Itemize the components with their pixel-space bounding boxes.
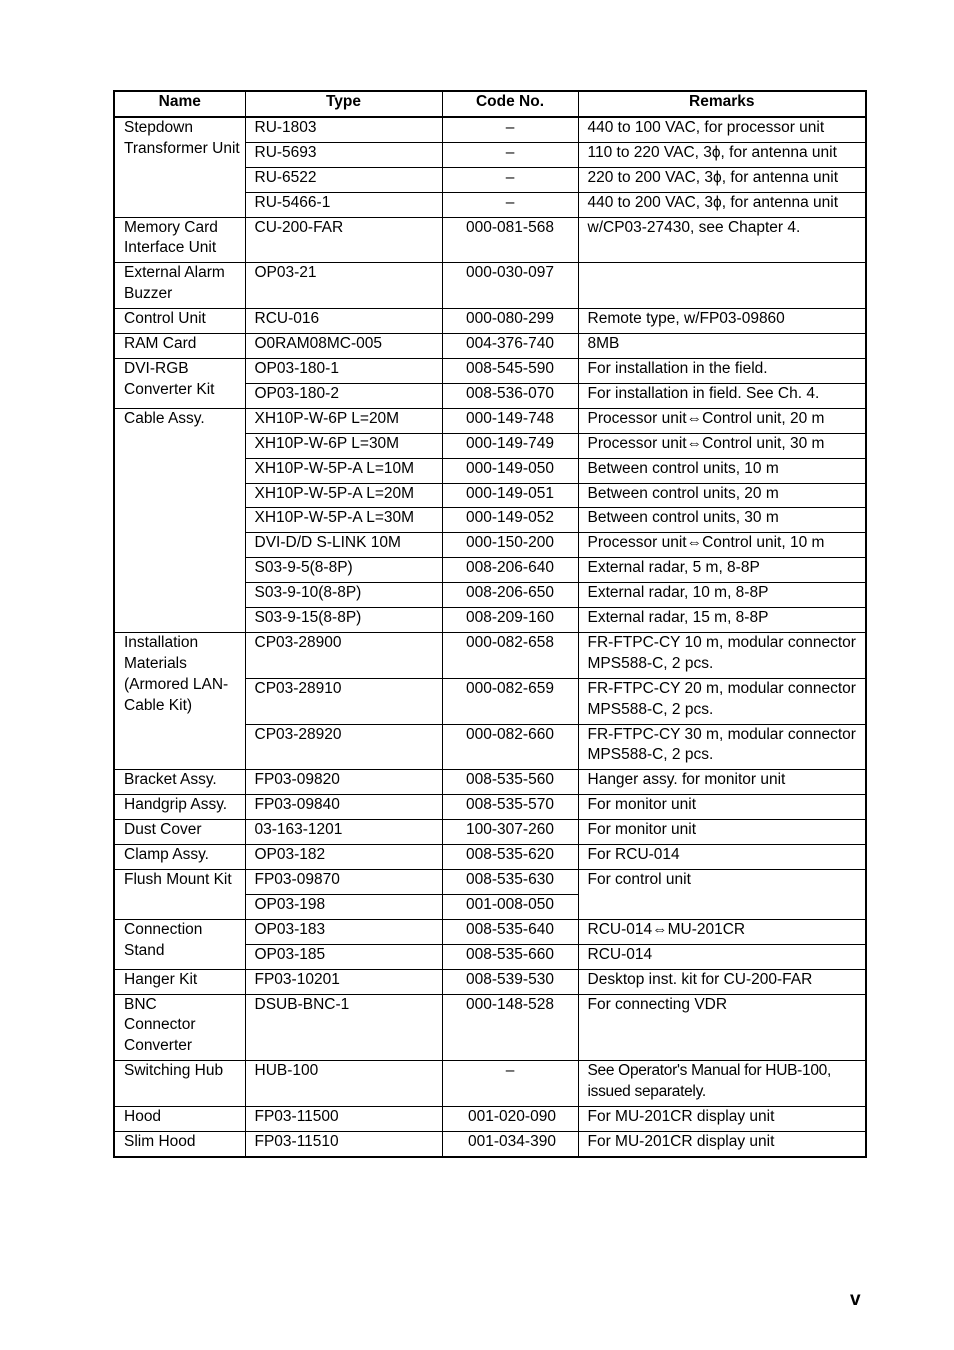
type-cell: XH10P-W-5P-A L=20M bbox=[245, 483, 442, 508]
code-cell: 000-149-050 bbox=[442, 458, 578, 483]
type-cell: XH10P-W-5P-A L=10M bbox=[245, 458, 442, 483]
table-row bbox=[114, 632, 866, 678]
remarks-cell: For MU-201CR display unit bbox=[578, 1131, 866, 1156]
code-cell: 000-149-051 bbox=[442, 483, 578, 508]
remarks-cell: RCU-014⇔MU-201CR bbox=[578, 919, 866, 944]
type-cell: RU-1803 bbox=[245, 117, 442, 142]
remarks-cell: RCU-014 bbox=[578, 944, 866, 969]
code-cell: 000-080-299 bbox=[442, 309, 578, 334]
code-cell: 000-149-749 bbox=[442, 433, 578, 458]
table-header-row bbox=[114, 91, 866, 117]
code-cell: 008-535-640 bbox=[442, 919, 578, 944]
type-cell: OP03-198 bbox=[245, 894, 442, 919]
code-cell: 008-545-590 bbox=[442, 358, 578, 383]
type-cell: RU-5466-1 bbox=[245, 192, 442, 217]
table-row bbox=[114, 1061, 866, 1107]
code-cell: 000-082-659 bbox=[442, 678, 578, 724]
name-cell: Hood bbox=[114, 1107, 245, 1132]
code-cell: 008-209-160 bbox=[442, 608, 578, 633]
remarks-cell: See Operator's Manual for HUB-100, issued separately. bbox=[578, 1061, 866, 1107]
remarks-cell: For installation in the field. bbox=[578, 358, 866, 383]
type-cell: OP03-185 bbox=[245, 944, 442, 969]
remarks-cell: For monitor unit bbox=[578, 820, 866, 845]
code-cell: 004-376-740 bbox=[442, 334, 578, 359]
type-cell: S03-9-15(8-8P) bbox=[245, 608, 442, 633]
code-cell: 008-206-650 bbox=[442, 583, 578, 608]
name-cell: Slim Hood bbox=[114, 1131, 245, 1156]
type-cell: FP03-11510 bbox=[245, 1131, 442, 1156]
name-cell: Memory Card Interface Unit bbox=[114, 217, 245, 263]
remarks-cell: Remote type, w/FP03-09860 bbox=[578, 309, 866, 334]
code-cell: 000-149-748 bbox=[442, 408, 578, 433]
type-cell: FP03-09840 bbox=[245, 795, 442, 820]
table-row bbox=[114, 820, 866, 845]
table-row bbox=[114, 217, 866, 263]
type-cell: FP03-10201 bbox=[245, 969, 442, 994]
code-cell: 008-535-620 bbox=[442, 845, 578, 870]
remarks-cell: Between control units, 30 m bbox=[578, 508, 866, 533]
table-row bbox=[114, 263, 866, 309]
name-cell: Bracket Assy. bbox=[114, 770, 245, 795]
header-code-no: Code No. bbox=[442, 91, 578, 117]
type-cell: HUB-100 bbox=[245, 1061, 442, 1107]
remarks-cell: w/CP03-27430, see Chapter 4. bbox=[578, 217, 866, 263]
code-cell: 008-535-560 bbox=[442, 770, 578, 795]
name-cell: Switching Hub bbox=[114, 1061, 245, 1107]
type-cell: DSUB-BNC-1 bbox=[245, 994, 442, 1061]
name-cell: Clamp Assy. bbox=[114, 845, 245, 870]
remarks-cell: 440 to 100 VAC, for processor unit bbox=[578, 117, 866, 142]
table-row bbox=[114, 117, 866, 142]
remarks-cell: 440 to 200 VAC, 3ϕ, for antenna unit bbox=[578, 192, 866, 217]
name-cell: Control Unit bbox=[114, 309, 245, 334]
remarks-cell: External radar, 15 m, 8-8P bbox=[578, 608, 866, 633]
table-row bbox=[114, 845, 866, 870]
table-row bbox=[114, 408, 866, 433]
name-cell: Cable Assy. bbox=[114, 408, 245, 632]
name-cell: BNC Connector Converter bbox=[114, 994, 245, 1061]
code-cell: – bbox=[442, 142, 578, 167]
code-cell: 000-148-528 bbox=[442, 994, 578, 1061]
remarks-cell: 8MB bbox=[578, 334, 866, 359]
code-cell: 001-034-390 bbox=[442, 1131, 578, 1156]
remarks-cell: 110 to 220 VAC, 3ϕ, for antenna unit bbox=[578, 142, 866, 167]
code-cell: 000-030-097 bbox=[442, 263, 578, 309]
remarks-cell: For MU-201CR display unit bbox=[578, 1107, 866, 1132]
remarks-cell: FR-FTPC-CY 20 m, modular connector MPS588-C, 2 pcs. bbox=[578, 678, 866, 724]
name-cell: Handgrip Assy. bbox=[114, 795, 245, 820]
table-row bbox=[114, 309, 866, 334]
header-type: Type bbox=[245, 91, 442, 117]
type-cell: OP03-183 bbox=[245, 919, 442, 944]
table-row bbox=[114, 795, 866, 820]
type-cell: S03-9-5(8-8P) bbox=[245, 558, 442, 583]
table-row bbox=[114, 994, 866, 1061]
type-cell: RU-6522 bbox=[245, 167, 442, 192]
type-cell: OP03-180-2 bbox=[245, 383, 442, 408]
type-cell: XH10P-W-6P L=30M bbox=[245, 433, 442, 458]
code-cell: 008-535-660 bbox=[442, 944, 578, 969]
name-cell: DVI-RGB Converter Kit bbox=[114, 358, 245, 408]
name-cell: Dust Cover bbox=[114, 820, 245, 845]
code-cell: – bbox=[442, 167, 578, 192]
type-cell: DVI-D/D S-LINK 10M bbox=[245, 533, 442, 558]
table-row bbox=[114, 334, 866, 359]
code-cell: – bbox=[442, 192, 578, 217]
name-cell: RAM Card bbox=[114, 334, 245, 359]
type-cell: OP03-180-1 bbox=[245, 358, 442, 383]
type-cell: FP03-09820 bbox=[245, 770, 442, 795]
code-cell: – bbox=[442, 1061, 578, 1107]
code-cell: – bbox=[442, 117, 578, 142]
remarks-cell: For installation in field. See Ch. 4. bbox=[578, 383, 866, 408]
remarks-cell: Processor unit⇔Control unit, 30 m bbox=[578, 433, 866, 458]
type-cell: XH10P-W-5P-A L=30M bbox=[245, 508, 442, 533]
remarks-cell: FR-FTPC-CY 30 m, modular connector MPS588-C, 2 pcs. bbox=[578, 724, 866, 770]
remarks-cell: For monitor unit bbox=[578, 795, 866, 820]
remarks-cell: FR-FTPC-CY 10 m, modular connector MPS588-C, 2 pcs. bbox=[578, 632, 866, 678]
remarks-cell bbox=[578, 263, 866, 309]
header-name: Name bbox=[114, 91, 245, 117]
table-row bbox=[114, 969, 866, 994]
remarks-cell: For connecting VDR bbox=[578, 994, 866, 1061]
name-cell: External Alarm Buzzer bbox=[114, 263, 245, 309]
code-cell: 008-206-640 bbox=[442, 558, 578, 583]
type-cell: O0RAM08MC-005 bbox=[245, 334, 442, 359]
type-cell: FP03-11500 bbox=[245, 1107, 442, 1132]
table-row bbox=[114, 770, 866, 795]
remarks-cell: Processor unit⇔Control unit, 10 m bbox=[578, 533, 866, 558]
table-row bbox=[114, 1131, 866, 1156]
code-cell: 100-307-260 bbox=[442, 820, 578, 845]
code-cell: 000-081-568 bbox=[442, 217, 578, 263]
code-cell: 000-150-200 bbox=[442, 533, 578, 558]
type-cell: CU-200-FAR bbox=[245, 217, 442, 263]
type-cell: CP03-28900 bbox=[245, 632, 442, 678]
code-cell: 008-535-630 bbox=[442, 870, 578, 895]
table-row bbox=[114, 1107, 866, 1132]
header-remarks: Remarks bbox=[578, 91, 866, 117]
code-cell: 001-008-050 bbox=[442, 894, 578, 919]
name-cell: Installation Materials (Armored LAN-Cable Kit) bbox=[114, 632, 245, 769]
remarks-cell: External radar, 5 m, 8-8P bbox=[578, 558, 866, 583]
name-cell: Hanger Kit bbox=[114, 969, 245, 994]
code-cell: 000-149-052 bbox=[442, 508, 578, 533]
type-cell: 03-163-1201 bbox=[245, 820, 442, 845]
code-cell: 000-082-660 bbox=[442, 724, 578, 770]
code-cell: 008-536-070 bbox=[442, 383, 578, 408]
table-row bbox=[114, 358, 866, 383]
code-cell: 001-020-090 bbox=[442, 1107, 578, 1132]
table-row bbox=[114, 919, 866, 944]
type-cell: XH10P-W-6P L=20M bbox=[245, 408, 442, 433]
type-cell: FP03-09870 bbox=[245, 870, 442, 895]
accessories-table bbox=[113, 90, 867, 1158]
type-cell: RCU-016 bbox=[245, 309, 442, 334]
code-cell: 008-535-570 bbox=[442, 795, 578, 820]
remarks-cell: Processor unit⇔Control unit, 20 m bbox=[578, 408, 866, 433]
type-cell: CP03-28910 bbox=[245, 678, 442, 724]
remarks-cell: 220 to 200 VAC, 3ϕ, for antenna unit bbox=[578, 167, 866, 192]
remarks-cell: For control unit bbox=[578, 870, 866, 920]
remarks-cell: Hanger assy. for monitor unit bbox=[578, 770, 866, 795]
type-cell: S03-9-10(8-8P) bbox=[245, 583, 442, 608]
name-cell: Flush Mount Kit bbox=[114, 870, 245, 920]
type-cell: RU-5693 bbox=[245, 142, 442, 167]
remarks-cell: External radar, 10 m, 8-8P bbox=[578, 583, 866, 608]
code-cell: 000-082-658 bbox=[442, 632, 578, 678]
name-cell: Connection Stand bbox=[114, 919, 245, 969]
remarks-cell: Desktop inst. kit for CU-200-FAR bbox=[578, 969, 866, 994]
remarks-cell: Between control units, 10 m bbox=[578, 458, 866, 483]
remarks-cell: Between control units, 20 m bbox=[578, 483, 866, 508]
remarks-cell: For RCU-014 bbox=[578, 845, 866, 870]
type-cell: CP03-28920 bbox=[245, 724, 442, 770]
type-cell: OP03-21 bbox=[245, 263, 442, 309]
name-cell: Stepdown Transformer Unit bbox=[114, 117, 245, 217]
code-cell: 008-539-530 bbox=[442, 969, 578, 994]
page-number: v bbox=[850, 1289, 861, 1310]
type-cell: OP03-182 bbox=[245, 845, 442, 870]
table-row bbox=[114, 870, 866, 895]
